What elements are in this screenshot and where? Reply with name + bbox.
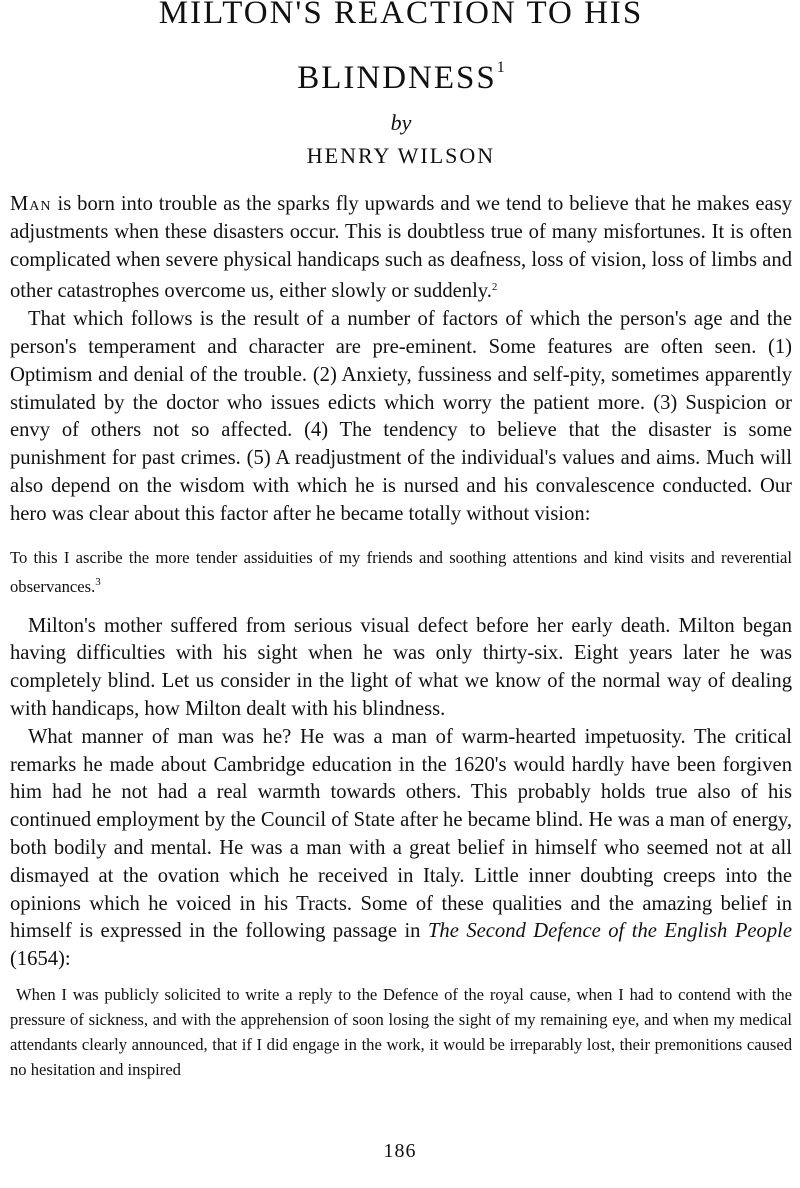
- article-title: [10, 0, 792, 103]
- paragraph-3: Milton's mother suffered from serious visual defect before her early death. Milton began having difficulties with his sight when he was only thirty-six. Eight years later he was completely blind. Let us consider in the light of what we know of the normal way of dealing with handicaps, how Milton dealt with his blindness.: [10, 614, 792, 720]
- title-footnote-ref[interactable]: 1: [496, 59, 505, 76]
- page-number: 186: [383, 1140, 417, 1162]
- title-line-2: [10, 43, 792, 103]
- paragraph-4: [10, 724, 792, 974]
- byline: by: [390, 110, 412, 135]
- footnote-ref-3[interactable]: 3: [95, 575, 101, 588]
- block-quote-1: [10, 545, 792, 599]
- paragraph-4-text-a: What manner of man was he? He was a man of warm-hearted impetuosity. The critical remarks he made about Cambridge education in the 1620's would hardly have been forgiven him had he not had a real warmth towards others. This probably holds true also of his continued employment by the Council of State after he became blind. He was a man of energy, both bodily and mental. He was a man with a great belief in himself who seemed not at all dismayed at the ovation which he received in Italy. Little inner doubting creeps into the opinions which he voiced in his Tracts. Some of these qualities and the amazing belief in himself is expressed in the following passage in: [10, 725, 792, 943]
- author-name: HENRY WILSON: [306, 143, 496, 168]
- footnote-ref-2[interactable]: 2: [491, 281, 498, 294]
- block-quote-2: When I was publicly solicited to write a reply to the Defence of the royal cause, when I had to contend with the pressure of sickness, and with the apprehension of soon losing the sight of my remaining eye, and when my medical attendants clearly announced, that if I did engage in the work, it would be irreparably lost, their premonitions caused no hesitation and inspired: [10, 984, 792, 1079]
- opening-word: Man: [10, 193, 52, 215]
- paragraph-1-text: is born into trouble as the sparks fly upwards and we tend to believe that he makes easy adjustments when these disasters occur. This is doubtless true of many misfortunes. It is often complicated when severe physical handicaps such as deafness, loss of vision, loss of limbs and other catastrophes overcome us, either slowly or suddenly.: [10, 193, 792, 303]
- title-line-2-text: BLINDNESS: [297, 60, 497, 96]
- title-line-1: MILTON'S REACTION TO HIS: [158, 0, 644, 31]
- work-title: The Second Defence of the English People: [427, 920, 793, 943]
- paragraph-4-text-b: (1654):: [10, 948, 71, 971]
- paragraph-2: That which follows is the result of a number of factors of which the person's age and the person's temperament and character are pre-eminent. Some features are often seen. (1) Optimism and denial of the trouble. (2) Anxiety, fussiness and self-pity, sometimes apparently stimulated by the doctor who issues edicts which worry the patient more. (3) Suspicion or envy of others not so affected. (4) The tendency to believe that the disaster is some punishment for past crimes. (5) A readjustment of the individual's values and aims. Much will also depend on the wisdom with which he is nursed and his convalescence conducted. Our hero was clear about this factor after he became totally without vision:: [10, 308, 792, 525]
- block-quote-1-text: To this I ascribe the more tender assiduities of my friends and soothing attentions and kind visits and reverential observances.: [10, 547, 792, 596]
- paragraph-1: [10, 191, 792, 306]
